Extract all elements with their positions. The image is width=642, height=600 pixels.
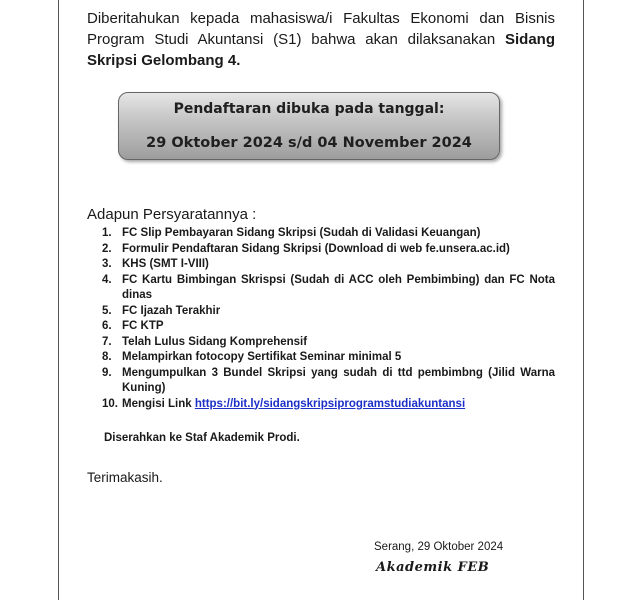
requirements-title: Adapun Persyaratannya : — [87, 206, 257, 223]
list-item — [102, 335, 555, 351]
list-item — [102, 226, 555, 242]
intro-text: Diberitahukan kepada mahasiswa/i Fakultas Ekonomi dan Bisnis Program Studi Akuntansi (S1) bahwa akan dilaksanakan — [87, 10, 555, 48]
page-border-left — [58, 0, 59, 600]
list-item — [102, 319, 555, 335]
item-text: FC KTP — [122, 320, 164, 332]
signature: Akademik FEB — [376, 560, 490, 575]
registration-form-link[interactable]: https://bit.ly/sidangskripsiprogramstudiakuntansi — [194, 397, 466, 410]
handover-note: Diserahkan ke Staf Akademik Prodi. — [104, 432, 300, 444]
banner-title: Pendaftaran dibuka pada tanggal: — [173, 101, 445, 117]
requirements-list — [102, 226, 555, 412]
list-item — [102, 397, 555, 413]
list-item — [102, 273, 555, 304]
registration-date-banner — [118, 92, 500, 160]
item-text: Mengumpulkan 3 Bundel Skripsi yang sudah di ttd pembimbng (Jilid Warna Kuning) — [122, 366, 555, 394]
item-number: 7. — [102, 335, 112, 348]
item-text: Formulir Pendaftaran Sidang Skripsi (Download di web fe.unsera.ac.id) — [122, 242, 510, 255]
list-item — [102, 242, 555, 258]
item-number: 10. — [102, 397, 118, 410]
item-number: 8. — [102, 351, 112, 363]
item-text — [122, 397, 555, 413]
item-text: KHS (SMT I-VIII) — [122, 258, 209, 270]
item-number: 9. — [102, 366, 112, 379]
link-prefix: Mengisi Link — [122, 397, 195, 410]
list-item — [102, 257, 555, 273]
list-item — [102, 350, 555, 366]
item-text: FC Slip Pembayaran Sidang Skripsi (Sudah di Validasi Keuangan) — [122, 227, 481, 239]
closing-thanks: Terimakasih. — [87, 470, 163, 485]
item-number: 2. — [102, 242, 112, 255]
item-number: 3. — [102, 258, 112, 270]
item-number: 5. — [102, 304, 112, 317]
announcement-intro — [87, 8, 555, 71]
page-border-right — [583, 0, 584, 600]
item-text: FC Kartu Bimbingan Skrispsi (Sudah di ACC oleh Pembimbing) dan FC Nota dinas — [122, 273, 555, 301]
item-number: 6. — [102, 320, 112, 332]
banner-date-range: 29 Oktober 2024 s/d 04 November 2024 — [146, 135, 472, 151]
item-number: 4. — [102, 273, 112, 286]
intro-bold-text: Sidang Skripsi Gelombang 4. — [87, 31, 555, 69]
item-text: FC Ijazah Terakhir — [122, 304, 221, 317]
item-text: Telah Lulus Sidang Komprehensif — [122, 335, 308, 348]
list-item — [102, 304, 555, 320]
list-item — [102, 366, 555, 397]
issue-date: Serang, 29 Oktober 2024 — [374, 541, 504, 553]
item-text: Melampirkan fotocopy Sertifikat Seminar minimal 5 — [122, 351, 402, 363]
item-number: 1. — [102, 227, 112, 239]
